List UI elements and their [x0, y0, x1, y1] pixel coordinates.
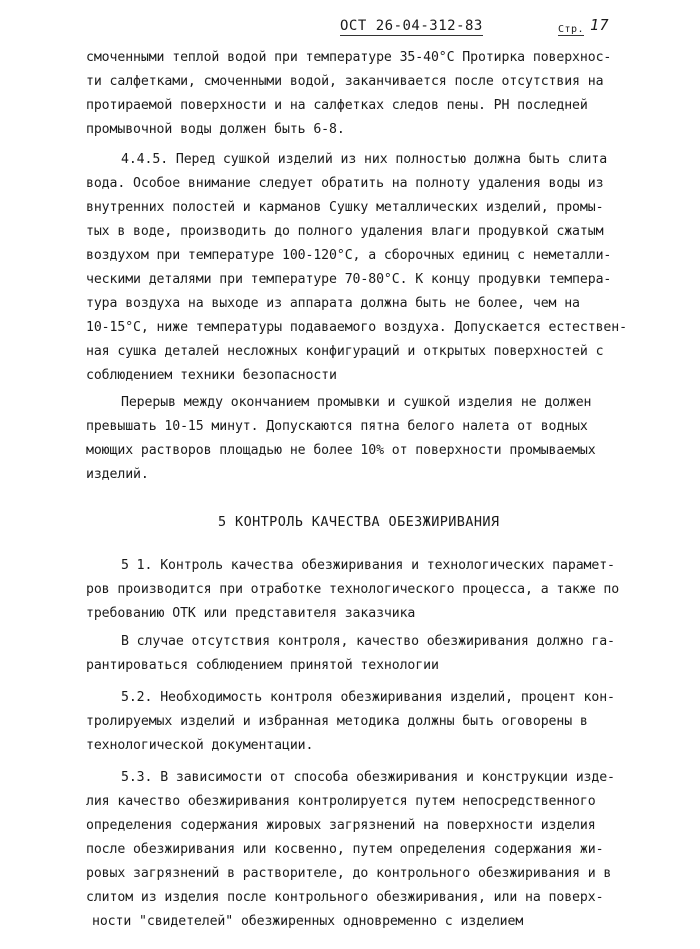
text-line: лия качество обезжиривания контролируется путем непосредственного	[86, 794, 596, 809]
text-line: вода. Особое внимание следует обратить на полноту удаления воды из	[86, 176, 604, 191]
text-line: изделий.	[86, 467, 149, 482]
page-number: 17	[590, 16, 610, 34]
text-line: промывочной воды должен быть 6-8.	[86, 122, 345, 137]
text-line: воздухом при температуре 100-120°С, а сборочных единиц с неметалли-	[86, 248, 612, 263]
text-line: смоченными теплой водой при температуре 35-40°С Протирка поверхнос-	[86, 50, 612, 65]
text-line: В случае отсутствия контроля, качество обезжиривания должно га-	[121, 634, 615, 649]
text-line: тролируемых изделий и избранная методика должны быть оговорены в	[86, 714, 588, 729]
text-line: тых в воде, производить до полного удаления влаги продувкой сжатым	[86, 224, 604, 239]
page-label: Стр.	[558, 24, 585, 35]
page-header	[340, 14, 660, 42]
text-line: определения содержания жировых загрязнений на поверхности изделия	[86, 818, 596, 833]
text-line: 5.2. Необходимость контроля обезжиривания изделий, процент кон-	[121, 690, 615, 705]
text-line: Перерыв между окончанием промывки и сушкой изделия не должен	[121, 395, 592, 410]
text-line: слитом из изделия после контрольного обезжиривания, или на поверх-	[86, 890, 604, 905]
text-line: протираемой поверхности и на салфетках следов пены. PH последней	[86, 98, 588, 113]
text-line: после обезжиривания или косвенно, путем определения содержания жи-	[86, 842, 604, 857]
text-line: требованию ОТК или представителя заказчика	[86, 606, 416, 621]
text-line: 5.3. В зависимости от способа обезжиривания и конструкции изде-	[121, 770, 615, 785]
text-line: 4.4.5. Перед сушкой изделий из них полностью должна быть слита	[121, 152, 608, 167]
text-line: соблюдением техники безопасности	[86, 368, 337, 383]
text-line: превышать 10-15 минут. Допускаются пятна белого налета от водных	[86, 419, 588, 434]
text-line: ческими деталями при температуре 70-80°С. К концу продувки темпера-	[86, 272, 612, 287]
text-line: тура воздуха на выходе из аппарата должна быть не более, чем на	[86, 296, 580, 311]
text-line: 5 1. Контроль качества обезжиривания и технологических парамет-	[121, 558, 615, 573]
text-line: ровых загрязнений в растворителе, до контрольного обезжиривания и в	[86, 866, 612, 881]
text-line: внутренних полостей и карманов Сушку металлических изделий, промы-	[86, 200, 604, 215]
text-line: рантироваться соблюдением принятой технологии	[86, 658, 439, 673]
section-heading: 5 КОНТРОЛЬ КАЧЕСТВА ОБЕЗЖИРИВАНИЯ	[218, 514, 500, 530]
text-line: ров производится при отработке технологического процесса, а также по	[86, 582, 620, 597]
text-line: 10-15°С, ниже температуры подаваемого воздуха. Допускается естествен-	[86, 320, 627, 335]
text-line: технологической документации.	[86, 738, 314, 753]
document-code: ОСТ 26-04-312-83	[340, 18, 483, 34]
text-line: ти салфетками, смоченными водой, заканчивается после отсутствия на	[86, 74, 604, 89]
text-line: ности "свидетелей" обезжиренных одновременно с изделием	[92, 914, 524, 929]
text-line: ная сушка деталей несложных конфигураций и открытых поверхностей с	[86, 344, 604, 359]
text-line: моющих растворов площадью не более 10% от поверхности промываемых	[86, 443, 596, 458]
